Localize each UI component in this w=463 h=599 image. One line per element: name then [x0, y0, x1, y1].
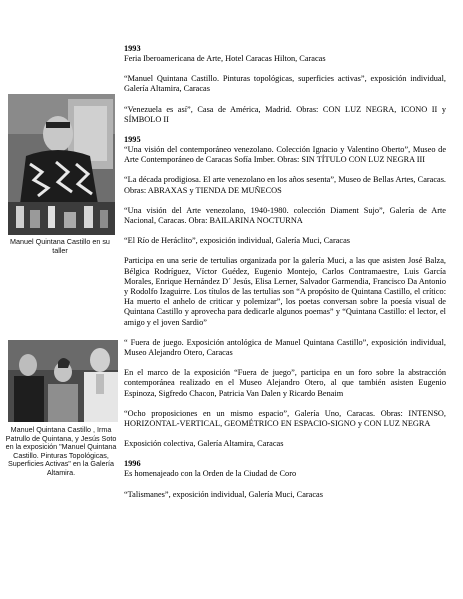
tertulias-paragraph: Participa en una serie de tertulias organizada por la galería Muci, a las que asisten José Balza, Bélgica Rodríguez, Víctor Guédez, Eugenio Montejo, Carlos Contramaestre, Luis García Morales, Enrique Hernández D´ Jesús, Elisa Lerner, Salvador Garmendia, Francisco Da Antonio y Rodolfo Izaguirre. Los títulos de las tertulias son “A propósito de Quintana Castillo, el crítico: Ha muerto el anhelo de criticar y polemizar”, los poetas conversan sobre la poesía visual de Quintana Castillo y aprovecha para dedicarle algunos poemas” y “Quintana Castillo: el lector, el amigo y el joven Sardio”	[124, 256, 446, 327]
exhibition-entry: “Talismanes”, exposición individual, Galería Muci, Caracas	[124, 489, 323, 499]
exhibition-entry: “ Fuera de juego. Exposición antológica de Manuel Quintana Castillo”, exposición individual, Museo Alejandro Otero, Caracas	[124, 337, 446, 358]
exhibition-entry: “Venezuela es así”, Casa de América, Madrid. Obras: CON LUZ NEGRA, ICONO II y SÍMBOLO II	[124, 104, 446, 124]
exhibition-entry: “Manuel Quintana Castillo. Pinturas topológicas, superficies activas”, exposición individual, Galería Altamira, Caracas	[124, 74, 446, 94]
exhibition-entry: “Ocho proposiciones en un mismo espacio”, Galería Uno, Caracas. Obras: INTENSO, HORIZONTAL-VERTICAL, GEOMÉTRICO EN ESPACIO-SIGNO y CON LUZ NEGRA	[124, 408, 446, 429]
exhibition-entry: “La década prodigiosa. El arte venezolano en los años sesenta”, Museo de Bellas Artes, Caracas. Obras: ABRAXAS y TIENDA DE MUÑECOS	[124, 175, 446, 195]
exhibition-entry: “Una visión del contemporáneo venezolano. Colección Ignacio y Valentino Oberto”, Museo de Arte Contemporáneo de Caracas Sofía Imber. Obras: SIN TÍTULO CON LUZ NEGRA III	[124, 145, 446, 165]
photo-caption-studio: Manuel Quintana Castillo en su taller	[10, 237, 110, 255]
photo-caption-exhibition: Manuel Quintana Castillo , Irma Patrullo de Quintana, y Jesús Soto en la exposición "Manuel Quintana Castillo. Pinturas Topológicas, Superficies Activas" en la Galería Altamira.	[5, 425, 117, 477]
exhibition-entry: Exposición colectiva, Galería Altamira, Caracas	[124, 439, 284, 449]
exhibition-entry: En el marco de la exposición “Fuera de juego”, participa en un foro sobre la abstracción contemporánea realizado en el Museo Alejandro Otero, al que también asisten Eugenio Espinoza, Sigfredo Chacon, Patricia Van Dalen y Ricardo Benaim	[124, 368, 446, 398]
year-heading: 1996	[124, 459, 141, 469]
exhibition-group-photo	[8, 340, 118, 422]
exhibition-entry: “El Río de Heráclito”, exposición individual, Galería Muci, Caracas	[124, 236, 351, 246]
artist-studio-photo	[8, 94, 115, 235]
chronology-column	[124, 44, 446, 500]
exhibition-entry: Es homenajeado con la Orden de la Ciudad de Coro	[124, 469, 297, 479]
exhibition-entry: “Una visión del Arte venezolano, 1940-1980. colección Diament Sujo”, Galería de Arte Nacional, Caracas. Obra: BAILARINA NOCTURNA	[124, 205, 446, 226]
year-heading: 1993	[124, 44, 141, 53]
year-heading: 1995	[124, 135, 141, 145]
exhibition-entry: Feria Iberoamericana de Arte, Hotel Caracas Hilton, Caracas	[124, 54, 326, 63]
